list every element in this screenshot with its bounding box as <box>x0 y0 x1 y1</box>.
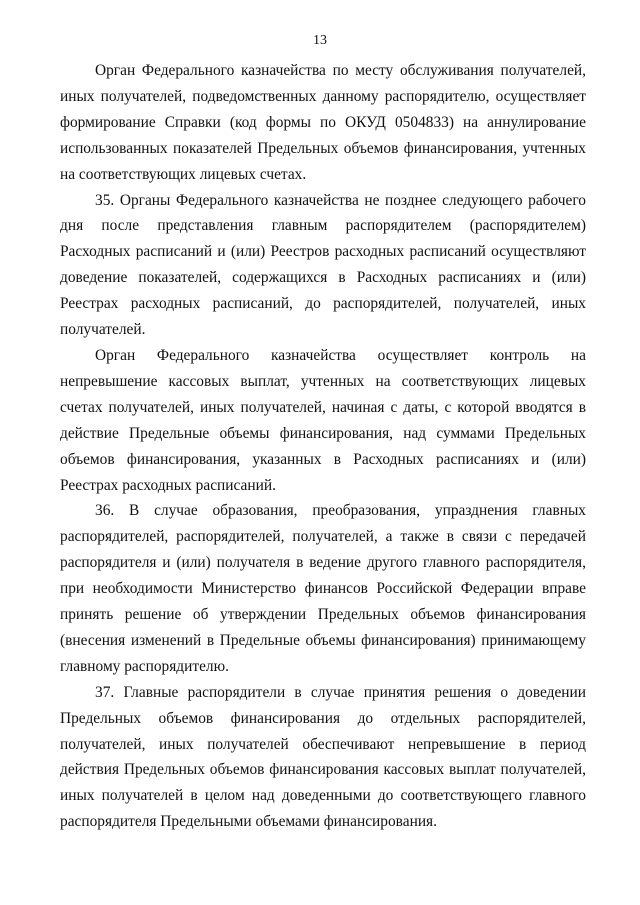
paragraph-37: 37. Главные распорядители в случае принятия решения о доведении Предельных объемов финансирования до отдельных распорядителей, получателей, иных получателей обеспечивают непревышение в период действия Предельных объемов финансирования кассовых выплат получателей, иных получателей в целом над доведенными до соответствующего главного распорядителя Предельными объемами финансирования. <box>60 683 586 831</box>
paragraph-36: 36. В случае образования, преобразования, упразднения главных распорядителей, распорядителей, получателей, а также в связи с передачей распорядителя и (или) получателя в ведение другого главного распорядителя, при необходимости Министерство финансов Российской Федерации вправе принять решение об утверждении Предельных объемов финансирования (внесения изменений в Предельные объемы финансирования) принимающему главному распорядителю. <box>60 502 586 675</box>
paragraph-treasury-certificate: Орган Федерального казначейства по месту обслуживания получателей, иных получателей, подведомственных данному распорядителю, осуществляет формирование Справки (код формы по ОКУД 0504833) на аннулирование использованных показателей Предельных объемов финансирования, учтенных на соответствующих лицевых счетах. <box>60 62 586 183</box>
paragraph-treasury-control: Орган Федерального казначейства осуществляет контроль на непревышение кассовых выплат, учтенных на соответствующих лицевых счетах получателей, иных получателей, начиная с даты, с которой вводятся в действие Предельные объемы финансирования, над суммами Предельных объемов финансирования, указанных в Расходных расписаниях и (или) Реестрах расходных расписаний. <box>60 346 586 494</box>
page-number: 13 <box>313 33 327 48</box>
paragraph-35: 35. Органы Федерального казначейства не позднее следующего рабочего дня после представления главным распорядителем (распорядителем) Расходных расписаний и (или) Реестров расходных расписаний осуществляют доведение показателей, содержащихся в Расходных расписаниях и (или) Реестрах расходных расписаний, до распорядителей, получателей, иных получателей. <box>60 191 586 339</box>
document-body <box>60 58 586 835</box>
